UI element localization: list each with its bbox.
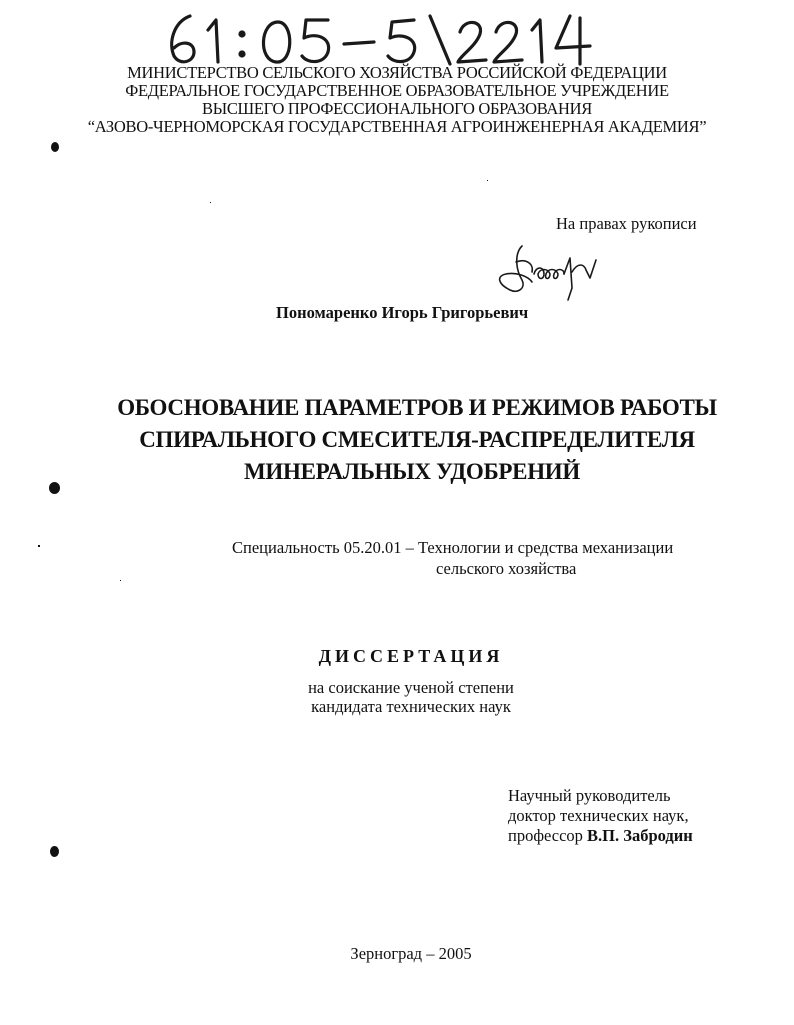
degree-line-2: кандидата технических наук <box>311 697 511 716</box>
thesis-title-line-1: ОБОСНОВАНИЕ ПАРАМЕТРОВ И РЕЖИМОВ РАБОТЫ <box>117 395 717 420</box>
ministry-line: МИНИСТЕРСТВО СЕЛЬСКОГО ХОЗЯЙСТВА РОССИЙСКОЙ ФЕДЕРАЦИИ <box>127 63 667 82</box>
thesis-title-line-2: СПИРАЛЬНОГО СМЕСИТЕЛЯ-РАСПРЕДЕЛИТЕЛЯ <box>139 427 695 452</box>
handwritten-archive-code <box>160 8 600 68</box>
degree-line-1: на соискание ученой степени <box>308 678 514 697</box>
specialty-line-2: сельского хозяйства <box>436 559 577 578</box>
scan-speck <box>50 846 59 857</box>
academy-name-line: “АЗОВО-ЧЕРНОМОРСКАЯ ГОСУДАРСТВЕННАЯ АГРОИНЖЕНЕРНАЯ АКАДЕМИЯ” <box>87 117 707 136</box>
scan-speck <box>120 580 121 581</box>
supervisor-title: профессор <box>508 826 583 845</box>
scan-speck <box>38 545 40 547</box>
author-signature <box>488 240 608 302</box>
place-and-year: Зерноград – 2005 <box>350 944 472 963</box>
supervisor-name-line <box>508 826 693 846</box>
document-type-heading: ДИССЕРТАЦИЯ <box>318 646 504 666</box>
supervisor-name: В.П. Забродин <box>587 826 693 845</box>
federal-institution-line: ФЕДЕРАЛЬНОЕ ГОСУДАРСТВЕННОЕ ОБРАЗОВАТЕЛЬНОЕ УЧРЕЖДЕНИЕ <box>125 81 669 100</box>
manuscript-rights-label: На правах рукописи <box>556 214 697 233</box>
specialty-line-1: Специальность 05.20.01 – Технологии и средства механизации <box>232 538 674 557</box>
higher-education-line: ВЫСШЕГО ПРОФЕССИОНАЛЬНОГО ОБРАЗОВАНИЯ <box>202 99 592 118</box>
thesis-title-line-3: МИНЕРАЛЬНЫХ УДОБРЕНИЙ <box>244 459 580 484</box>
supervisor-degree: доктор технических наук, <box>508 806 689 825</box>
scan-speck <box>487 180 488 181</box>
supervisor-role: Научный руководитель <box>508 786 671 805</box>
scan-speck <box>210 202 211 203</box>
author-name: Пономаренко Игорь Григорьевич <box>276 303 529 322</box>
scan-speck <box>49 482 60 494</box>
scan-speck <box>51 142 59 152</box>
